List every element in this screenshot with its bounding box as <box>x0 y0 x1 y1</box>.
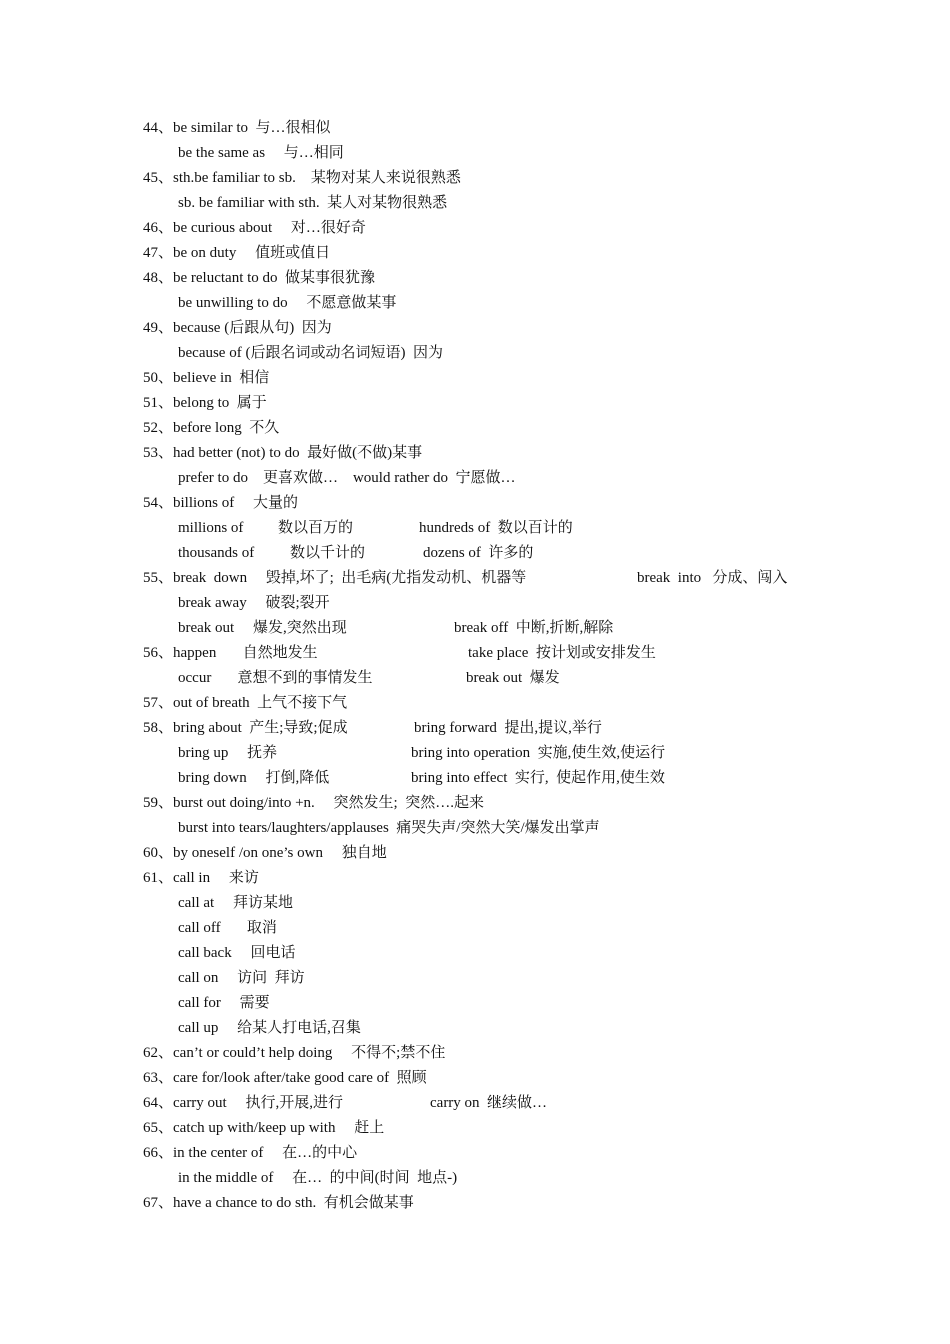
text-line: in the middle of 在… 的中间(时间 地点-) <box>178 1170 458 1186</box>
text-line: sb. be familiar with sth. 某人对某物很熟悉 <box>178 195 448 211</box>
text-line: 45、sth.be familiar to sb. 某物对某人来说很熟悉 <box>143 170 461 186</box>
text-line: be the same as 与…相同 <box>178 145 344 161</box>
text-line: 61、call in 来访 <box>143 870 259 886</box>
text-line: occur 意想不到的事情发生 <box>178 670 373 686</box>
text-line: 49、because (后跟从句) 因为 <box>143 320 332 336</box>
text-line: 58、bring about 产生;导致;促成 <box>143 720 348 736</box>
text-line: 50、believe in 相信 <box>143 370 270 386</box>
text-line: bring forward 提出,提议,举行 <box>414 720 602 736</box>
text-line: 48、be reluctant to do 做某事很犹豫 <box>143 270 376 286</box>
text-line: 66、in the center of 在…的中心 <box>143 1145 358 1161</box>
text-line: bring into operation 实施,使生效,使运行 <box>411 745 666 761</box>
text-line: 52、before long 不久 <box>143 420 280 436</box>
text-line: 54、billions of 大量的 <box>143 495 299 511</box>
text-line: call off 取消 <box>178 920 277 936</box>
text-line: call for 需要 <box>178 995 270 1011</box>
text-line: 53、had better (not) to do 最好做(不做)某事 <box>143 445 423 461</box>
text-line: 59、burst out doing/into +n. 突然发生; 突然….起来 <box>143 795 484 811</box>
text-line: break into 分成、闯入 <box>637 570 788 586</box>
text-line: 64、carry out 执行,开展,进行 <box>143 1095 343 1111</box>
text-line: call up 给某人打电话,召集 <box>178 1020 361 1036</box>
text-line: burst into tears/laughters/applauses 痛哭失声/突然大笑/爆发出掌声 <box>178 820 600 836</box>
text-line: dozens of 许多的 <box>423 545 534 561</box>
text-line: 44、be similar to 与…很相似 <box>143 120 331 136</box>
text-line: carry on 继续做… <box>430 1095 548 1111</box>
text-line: 47、be on duty 值班或值日 <box>143 245 331 261</box>
text-line: because of (后跟名词或动名词短语) 因为 <box>178 345 443 361</box>
text-line: hundreds of 数以百计的 <box>419 520 573 536</box>
text-line: call at 拜访某地 <box>178 895 293 911</box>
text-line: be unwilling to do 不愿意做某事 <box>178 295 397 311</box>
text-line: 56、happen 自然地发生 <box>143 645 318 661</box>
text-line: break out 爆发 <box>466 670 560 686</box>
text-line: break out 爆发,突然出现 <box>178 620 347 636</box>
text-line: call back 回电话 <box>178 945 296 961</box>
text-line: prefer to do 更喜欢做… would rather do 宁愿做… <box>178 470 516 486</box>
text-line: 67、have a chance to do sth. 有机会做某事 <box>143 1195 414 1211</box>
text-line: bring into effect 实行, 使起作用,使生效 <box>411 770 665 786</box>
text-line: 51、belong to 属于 <box>143 395 267 411</box>
text-line: bring down 打倒,降低 <box>178 770 330 786</box>
text-line: 55、break down 毁掉,坏了; 出毛病(尤指发动机、机器等 <box>143 570 527 586</box>
text-line: bring up 抚养 <box>178 745 278 761</box>
text-line: 数以千计的 <box>290 545 366 561</box>
text-line: 62、can’t or could’t help doing 不得不;禁不住 <box>143 1045 446 1061</box>
text-line: 63、care for/look after/take good care of 照顾 <box>143 1070 427 1086</box>
text-line: thousands of <box>178 545 255 561</box>
text-line: 数以百万的 <box>278 520 354 536</box>
text-line: 60、by oneself /on one’s own 独自地 <box>143 845 387 861</box>
text-line: take place 按计划或安排发生 <box>468 645 656 661</box>
text-line: break off 中断,折断,解除 <box>454 620 614 636</box>
text-line: millions of <box>178 520 244 536</box>
text-line: 65、catch up with/keep up with 赶上 <box>143 1120 385 1136</box>
text-line: 57、out of breath 上气不接下气 <box>143 695 348 711</box>
text-line: break away 破裂;裂开 <box>178 595 330 611</box>
text-line: 46、be curious about 对…很好奇 <box>143 220 366 236</box>
text-line: call on 访问 拜访 <box>178 970 305 986</box>
